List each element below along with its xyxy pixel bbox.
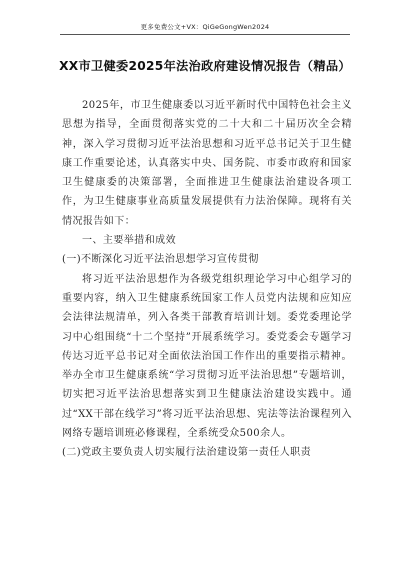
- document-title: XX市卫健委2025年法治政府建设情况报告（精品）: [59, 59, 351, 73]
- subsection-heading-1: (一)不断深化习近平法治思想学习宣传贯彻: [62, 254, 259, 266]
- document-body: [62, 96, 352, 463]
- section-heading: 一、主要举措和成效: [82, 235, 177, 247]
- header-divider: [60, 34, 350, 35]
- source-header: 更多免费公文+VX：QiGeGongWen2024: [140, 23, 270, 31]
- intro-paragraph: 2025年，市卫生健康委以习近平新时代中国特色社会主义思想为指导，全面贯彻落实党的二十大和二十届历次全会精神，深入学习贯彻习近平法治思想和习近平总书记关于卫生健康工作重要论述，认真落实中央、国务院、市委市政府和国家卫生健康委的决策部署，全面推进卫生健康法治建设各项工作，为卫生健康事业高质量发展提供有力法治保障。现将有关情况报告如下：: [62, 100, 352, 227]
- body-paragraph-1: 将习近平法治思想作为各级党组织理论学习中心组学习的重要内容，纳入卫生健康系统国家工作人员党内法规和应知应会法律法规清单，列入各类干部教育培训计划。委党委理论学习中心组围绕“十二个坚持”开展系统学习。委党委会专题学习传达习近平总书记对全面依法治国工作作出的重要指示精神。举办全市卫生健康系统“学习贯彻习近平法治思想”专题培训，切实把习近平法治思想落实到卫生健康法治建设实践中。通过“XX干部在线学习”将习近平法治思想、宪法等法治课程列入网络专题培训班必修课程，全系统受众500余人。: [62, 273, 352, 440]
- subsection-heading-2: (二)党政主要负责人切实履行法治建设第一责任人职责: [62, 447, 312, 459]
